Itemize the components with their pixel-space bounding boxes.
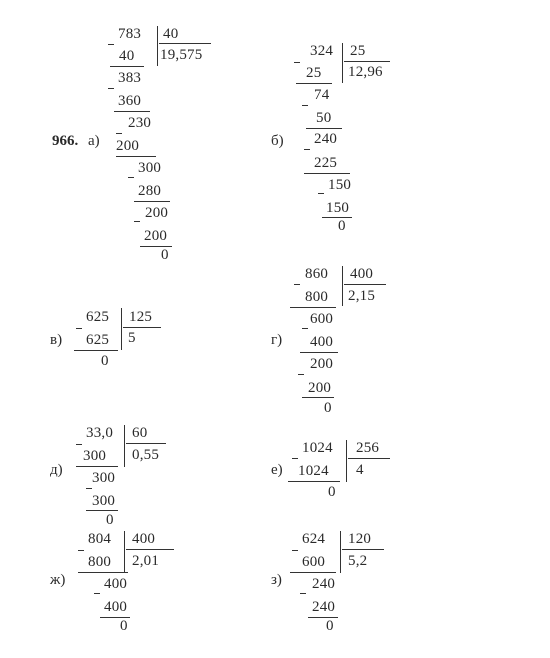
quotient: 4 — [356, 462, 364, 478]
step: 150 — [328, 177, 352, 193]
divisor: 400 — [350, 266, 374, 282]
remainder: 0 — [324, 400, 332, 416]
step: 400 — [310, 334, 334, 350]
step: 1024 — [298, 463, 329, 479]
step: 74 — [314, 87, 330, 103]
remainder: 0 — [120, 618, 128, 634]
remainder: 0 — [106, 512, 114, 528]
quotient: 5 — [128, 330, 136, 346]
step: 40 — [119, 48, 135, 64]
problem-label: а) — [88, 133, 100, 149]
divisor: 400 — [132, 531, 156, 547]
step: 300 — [92, 493, 116, 509]
step: 240 — [312, 576, 336, 592]
remainder: 0 — [161, 247, 169, 263]
dividend: 783 — [118, 26, 142, 42]
step: 300 — [92, 470, 116, 486]
quotient: 0,55 — [132, 447, 160, 463]
divisor: 256 — [356, 440, 380, 456]
step: 600 — [310, 311, 334, 327]
step: 383 — [118, 70, 142, 86]
exercise-number: 966. — [52, 133, 79, 149]
step: 200 — [145, 205, 169, 221]
problem-label: ж) — [50, 572, 66, 588]
problem-label: в) — [50, 332, 63, 348]
quotient: 2,01 — [132, 553, 160, 569]
step: 200 — [144, 228, 168, 244]
divisor: 120 — [348, 531, 372, 547]
step: 240 — [314, 131, 338, 147]
quotient: 12,96 — [348, 64, 383, 80]
dividend: 860 — [305, 266, 329, 282]
step: 225 — [314, 155, 338, 171]
step: 200 — [116, 138, 140, 154]
step: 400 — [104, 576, 128, 592]
dividend: 625 — [86, 309, 110, 325]
step: 625 — [86, 332, 110, 348]
divisor: 40 — [163, 26, 179, 42]
step: 800 — [305, 289, 329, 305]
dividend: 33,0 — [86, 425, 114, 441]
problem-label: з) — [271, 572, 282, 588]
step: 25 — [306, 65, 322, 81]
step: 240 — [312, 599, 336, 615]
divisor: 125 — [129, 309, 153, 325]
step: 280 — [138, 183, 162, 199]
problem-label: б) — [271, 133, 284, 149]
dividend: 624 — [302, 531, 326, 547]
remainder: 0 — [328, 484, 336, 500]
dividend: 804 — [88, 531, 112, 547]
dividend: 324 — [310, 43, 334, 59]
dividend: 1024 — [302, 440, 333, 456]
divisor: 25 — [350, 43, 366, 59]
remainder: 0 — [101, 353, 109, 369]
problem-label: г) — [271, 332, 283, 348]
step: 150 — [326, 200, 350, 216]
problem-label: д) — [50, 462, 63, 478]
step: 400 — [104, 599, 128, 615]
quotient: 19,575 — [160, 47, 203, 63]
step: 50 — [316, 110, 332, 126]
quotient: 5,2 — [348, 553, 368, 569]
step: 300 — [138, 160, 162, 176]
step: 230 — [128, 115, 152, 131]
quotient: 2,15 — [348, 288, 376, 304]
remainder: 0 — [338, 218, 346, 234]
step: 600 — [302, 554, 326, 570]
step: 300 — [83, 448, 107, 464]
step: 800 — [88, 554, 112, 570]
step: 200 — [310, 356, 334, 372]
step: 360 — [118, 93, 142, 109]
divisor: 60 — [132, 425, 148, 441]
problem-label: е) — [271, 462, 283, 478]
remainder: 0 — [326, 618, 334, 634]
step: 200 — [308, 380, 332, 396]
